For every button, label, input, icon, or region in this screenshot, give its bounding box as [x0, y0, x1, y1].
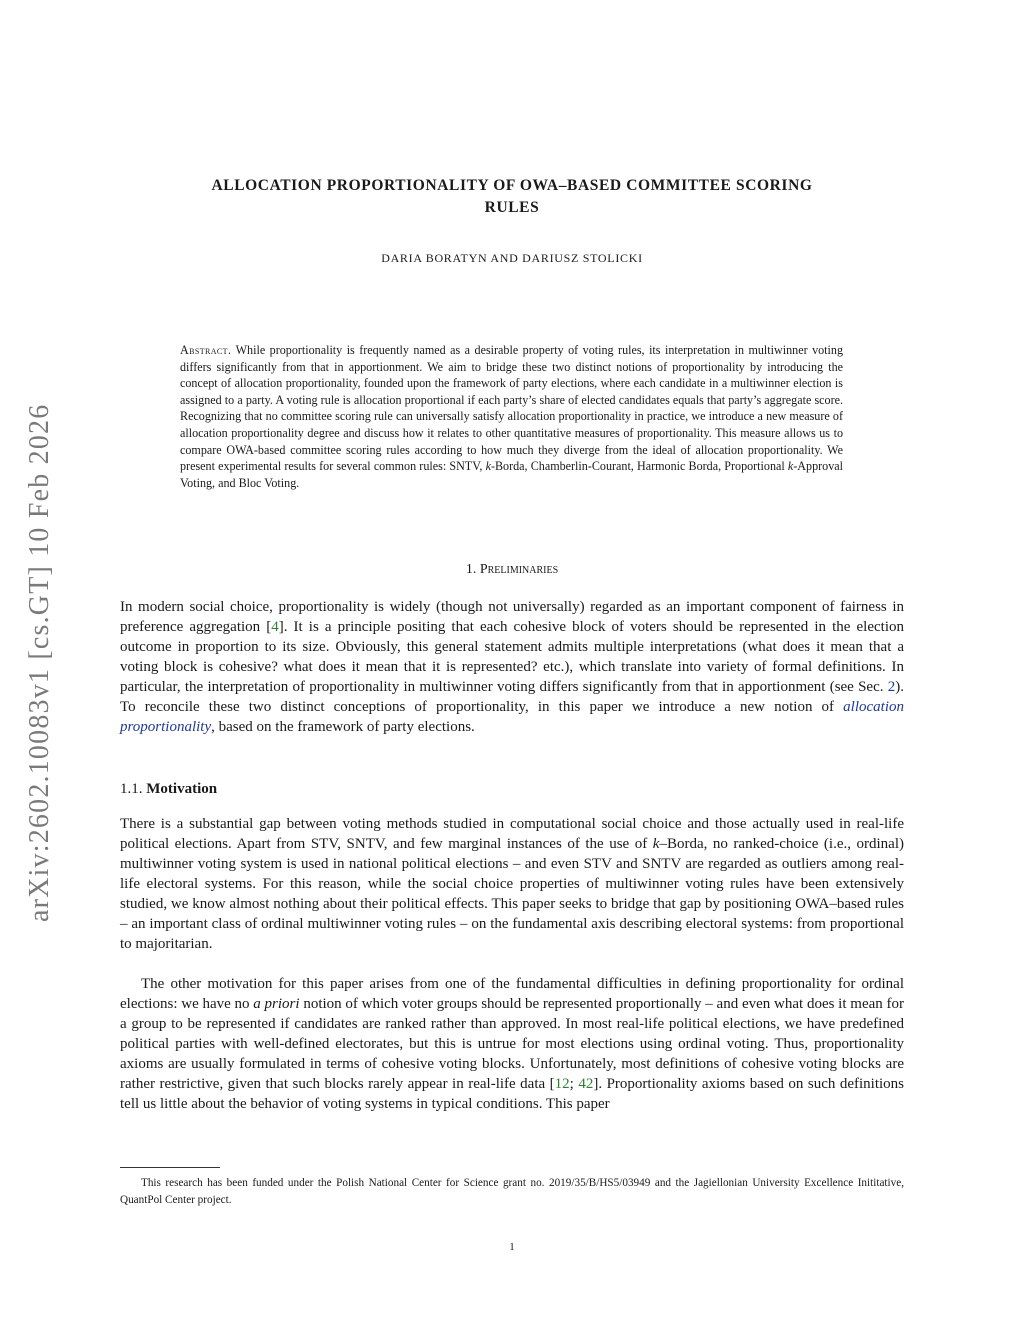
section-ref-2[interactable]: 2 — [887, 679, 896, 695]
arxiv-side-label: arXiv:2602.10083v1 [cs.GT] 10 Feb 2026 — [24, 403, 55, 923]
para3-a-priori: a priori — [253, 996, 300, 1012]
para1-text-a: In modern social choice, proportionality is widely (though not universally) regarded as an important component of fairness in preference aggregation [ — [120, 599, 904, 635]
abstract-text-2: -Borda, Chamberlin-Courant, Harmonic Borda, Proportional — [490, 459, 788, 474]
citation-4[interactable]: 4 — [271, 619, 279, 635]
section-number: 1. — [465, 562, 477, 577]
para3-text-a: The other motivation for this paper arises from one of the fundamental difficulties in defining proportionality for ordinal elections: we have no — [120, 976, 904, 1012]
abstract-k-1: k — [485, 459, 491, 474]
allocation-proportionality-term[interactable]: allocation proportionality — [120, 699, 904, 735]
para1-text-c: ). To reconcile these two distinct conceptions of proportionality, in this paper we introduce a new notion of — [120, 679, 904, 715]
paper-title — [140, 175, 884, 219]
para3-text-c: ]. Proportionality axioms based on such definitions tell us little about the behavior of voting systems in typical conditions. This paper — [120, 1076, 905, 1112]
paragraph-3 — [120, 974, 904, 1114]
para2-text-b: –Borda, no ranked-choice (i.e., ordinal) multiwinner voting system is used in national political elections – and even STV and SNTV are regarded as outliers among real-life electoral systems. For this reason, while the social choice properties of multiwinner voting rules have been extensively studied, we know almost nothing about their political effects. This paper seeks to bridge that gap by positioning OWA–based rules – an important class of ordinal multiwinner voting rules – on the fundamental axis describing electoral systems: from proportional to majoritarian. — [120, 836, 904, 952]
abstract-text-1: While proportionality is frequently named as a desirable property of voting rules, its interpretation in multiwinner voting differs significantly from that in apportionment. We aim to bridge these two distinct notions of proportionality by introducing the concept of allocation proportionality, founded upon the framework of party elections, where each candidate in a multiwinner election is assigned to a party. A voting rule is allocation proportional if each party’s share of elected candidates equals that party’s aggregate score. Recognizing that no committee scoring rule can universally satisfy allocation proportionality in practice, we introduce a new measure of allocation proportionality degree and discuss how it relates to other quantitative measures of proportionality. This measure allows us to compare OWA-based committee scoring rules according to how much they diverge from the ideal of allocation proportionality. We present experimental results for several common rules: SNTV, — [180, 343, 843, 474]
footnote — [120, 1175, 904, 1209]
para1-text-d: , based on the framework of party elections. — [211, 719, 475, 735]
subsection-heading — [120, 781, 217, 798]
citation-separator: ; — [569, 1076, 579, 1092]
authors: DARIA BORATYN AND DARIUSZ STOLICKI — [381, 251, 643, 265]
abstract-label: Abstract. — [180, 343, 232, 357]
section-heading — [200, 562, 824, 578]
section-title: Preliminaries — [479, 562, 559, 577]
page-number: 1 — [509, 1241, 515, 1253]
abstract-text-3: -Approval Voting, and Bloc Voting. — [180, 459, 843, 490]
para1-text-b: ]. It is a principle positing that each cohesive block of voters should be represented in the election outcome in proportion to its size. Obviously, this general statement admits multiple interpretations (what does it mean that a voting block is cohesive? what does it mean that it is represented? etc.), which translate into variety of formal definitions. In particular, the interpretation of proportionality in multiwinner voting differs significantly from that in apportionment (see Sec. — [120, 619, 904, 695]
citation-42[interactable]: 42 — [578, 1076, 594, 1092]
para2-k: k — [652, 836, 660, 852]
para3-text-b: notion of which voter groups should be represented proportionally – and even what does it mean for a group to be represented if candidates are ranked rather than approved. In most real-life political elections, we have predefined political parties with well-defined electorates, but this is untrue for most elections using ordinal voting. Thus, proportionality axioms are usually formulated in terms of cohesive voting blocks. Unfortunately, most definitions of cohesive voting blocks are rather restrictive, given that such blocks rarely appear in real-life data [ — [120, 996, 904, 1092]
title-line-2: RULES — [484, 199, 540, 216]
para2-text-a: There is a substantial gap between voting methods studied in computational social choice and those actually used in real-life political elections. Apart from STV, SNTV, and few marginal instances of the use of — [120, 816, 904, 852]
paragraph-1 — [120, 597, 904, 737]
title-line-1: ALLOCATION PROPORTIONALITY OF OWA–BASED COMMITTEE SCORING — [211, 177, 813, 194]
subsection-number: 1.1. — [120, 781, 143, 797]
subsection-title: Motivation — [146, 781, 218, 797]
footnote-text: This research has been funded under the Polish National Center for Science grant no. 2019/35/B/HS5/03949 and the Jagiellonian University Excellence Inititative, QuantPol Center project. — [120, 1177, 904, 1206]
paragraph-2 — [120, 814, 904, 954]
footnote-rule — [120, 1167, 220, 1168]
abstract — [180, 342, 843, 491]
abstract-k-2: k — [787, 459, 794, 474]
citation-12[interactable]: 12 — [554, 1076, 570, 1092]
